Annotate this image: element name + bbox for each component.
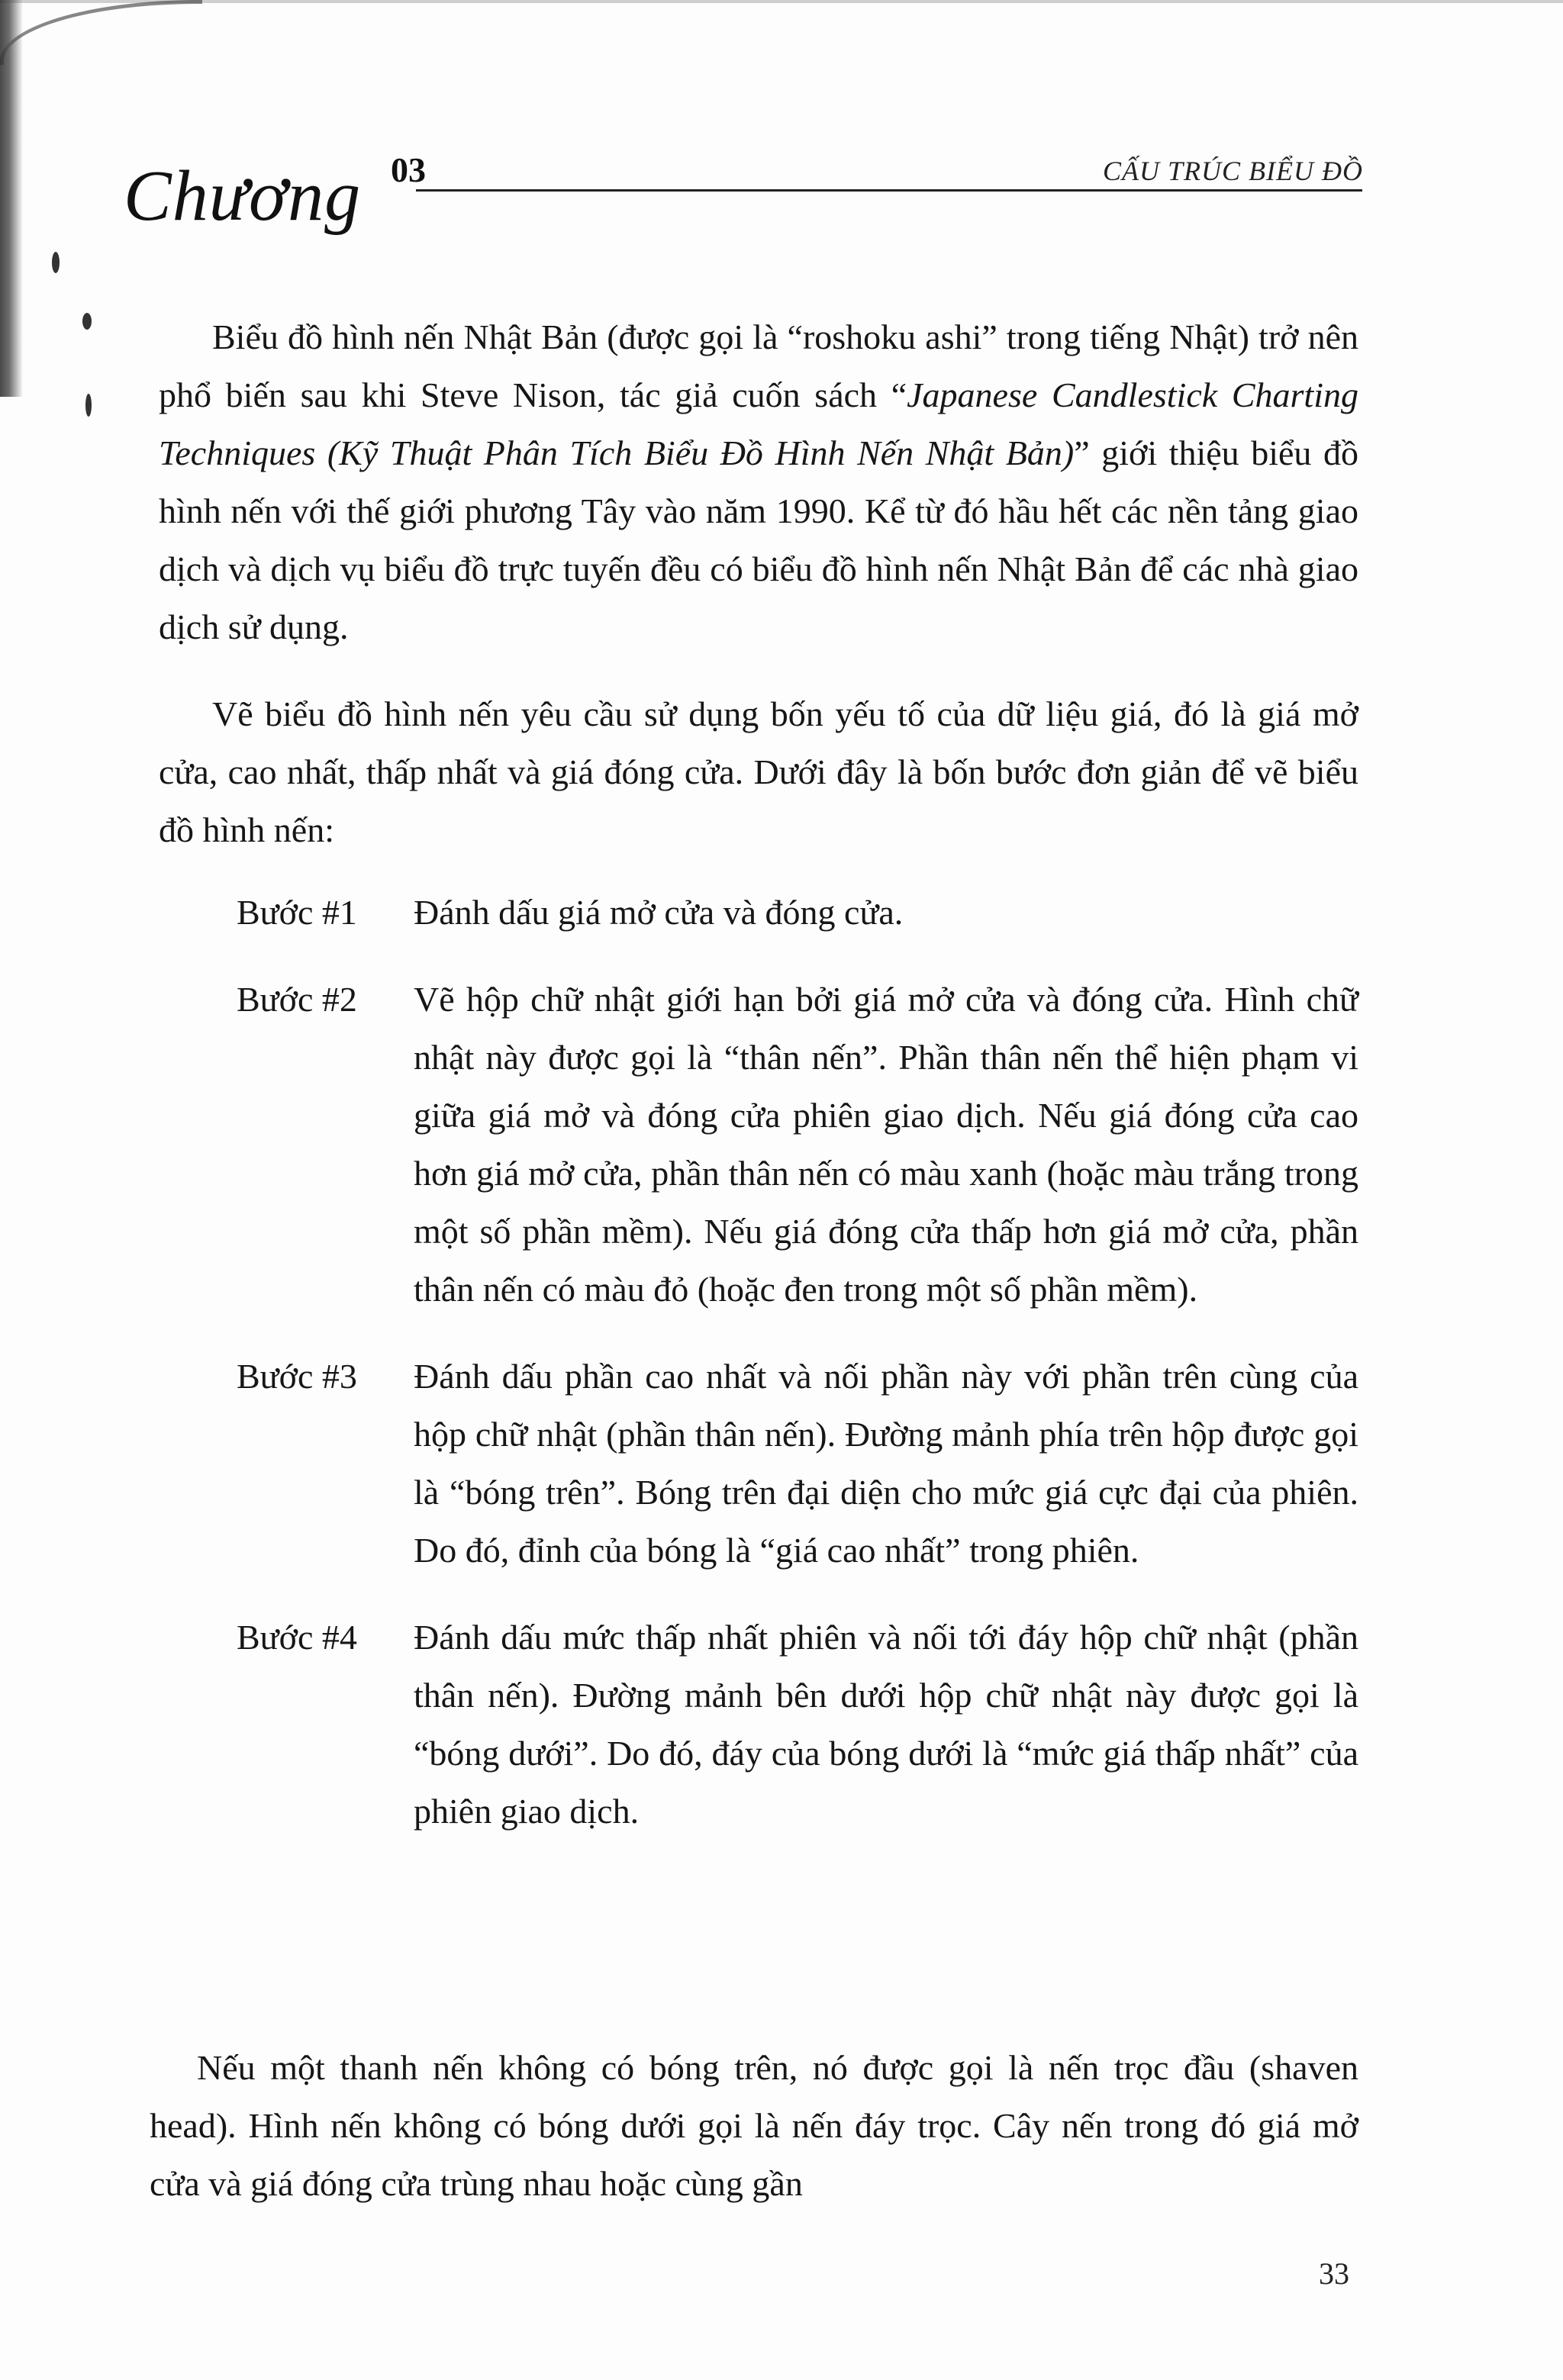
step-label: Bước #1 — [237, 893, 357, 932]
steps-list — [237, 884, 1358, 1841]
step-text: Vẽ hộp chữ nhật giới hạn bởi giá mở cửa và đóng cửa. Hình chữ nhật này được gọi là “thân nến”. Phần thân nến thể hiện phạm vi giữa giá mở và đóng cửa phiên giao dịch. Nếu giá đóng cửa cao hơn giá mở cửa, phần thân nến có màu xanh (hoặc màu trắng trong một số phần mềm). Nếu giá đóng cửa thấp hơn giá mở cửa, phần thân nến có màu đỏ (hoặc đen trong một số phần mềm). — [414, 980, 1358, 1309]
step-label: Bước #4 — [237, 1618, 357, 1657]
scan-speck — [85, 394, 92, 417]
paragraph-closing: Nếu một thanh nến không có bóng trên, nó được gọi là nến trọc đầu (shaven head). Hình nến không có bóng dưới gọi là nến đáy trọc. Cây nến trong đó giá mở cửa và giá đóng cửa trùng nhau hoặc cùng gần — [150, 2048, 1358, 2203]
step-item — [237, 1348, 1358, 1580]
step-item — [237, 1609, 1358, 1841]
intro-text — [159, 308, 1358, 859]
paragraph-text: Biểu đồ hình nến Nhật Bản (được gọi là “roshoku ashi” trong tiếng Nhật) trở nên phổ biến sau khi Steve Nison, tác giả cuốn sách “ — [159, 317, 1358, 414]
step-item — [237, 884, 1358, 942]
step-text: Đánh dấu giá mở cửa và đóng cửa. — [414, 893, 904, 932]
header-rule — [416, 189, 1362, 192]
scan-left-shadow — [0, 0, 23, 397]
scan-top-edge — [0, 0, 1563, 3]
scan-speck — [82, 313, 92, 330]
step-text: Đánh dấu phần cao nhất và nối phần này với phần trên cùng của hộp chữ nhật (phần thân nến). Đường mảnh phía trên hộp được gọi là “bóng trên”. Bóng trên đại diện cho mức giá cực đại của phiên. Do đó, đỉnh của bóng là “giá cao nhất” trong phiên. — [414, 1357, 1358, 1570]
page-number: 33 — [1319, 2256, 1349, 2291]
scan-speck — [52, 252, 60, 273]
paragraph-intro-1 — [159, 308, 1358, 656]
book-title-italic: Japanese Candlestick Charting Techniques (Kỹ Thuật Phân Tích Biểu Đồ Hình Nến Nhật Bản) — [159, 375, 1358, 472]
chapter-number: 03 — [391, 150, 426, 189]
paragraph-text: ” giới thiệu biểu đồ hình nến với thế giới phương Tây vào năm 1990. Kể từ đó hầu hết các nền tảng giao dịch và dịch vụ biểu đồ trực tuyến đều có biểu đồ hình nến Nhật Bản để các nhà giao dịch sử dụng. — [159, 433, 1358, 646]
paragraph-intro-2: Vẽ biểu đồ hình nến yêu cầu sử dụng bốn yếu tố của dữ liệu giá, đó là giá mở cửa, cao nhất, thấp nhất và giá đóng cửa. Dưới đây là bốn bước đơn giản để vẽ biểu đồ hình nến: — [159, 694, 1358, 849]
running-title: CẤU TRÚC BIỂU ĐỒ — [1103, 156, 1363, 186]
closing-text — [150, 2039, 1358, 2213]
step-label: Bước #3 — [237, 1357, 357, 1396]
step-item — [237, 971, 1358, 1319]
chapter-word: Chương — [124, 156, 362, 236]
step-text: Đánh dấu mức thấp nhất phiên và nối tới đáy hộp chữ nhật (phần thân nến). Đường mảnh bên dưới hộp chữ nhật này được gọi là “bóng dưới”. Do đó, đáy của bóng dưới là “mức giá thấp nhất” của phiên giao dịch. — [414, 1618, 1358, 1831]
step-label: Bước #2 — [237, 980, 357, 1019]
scan-page-curl — [0, 0, 202, 65]
